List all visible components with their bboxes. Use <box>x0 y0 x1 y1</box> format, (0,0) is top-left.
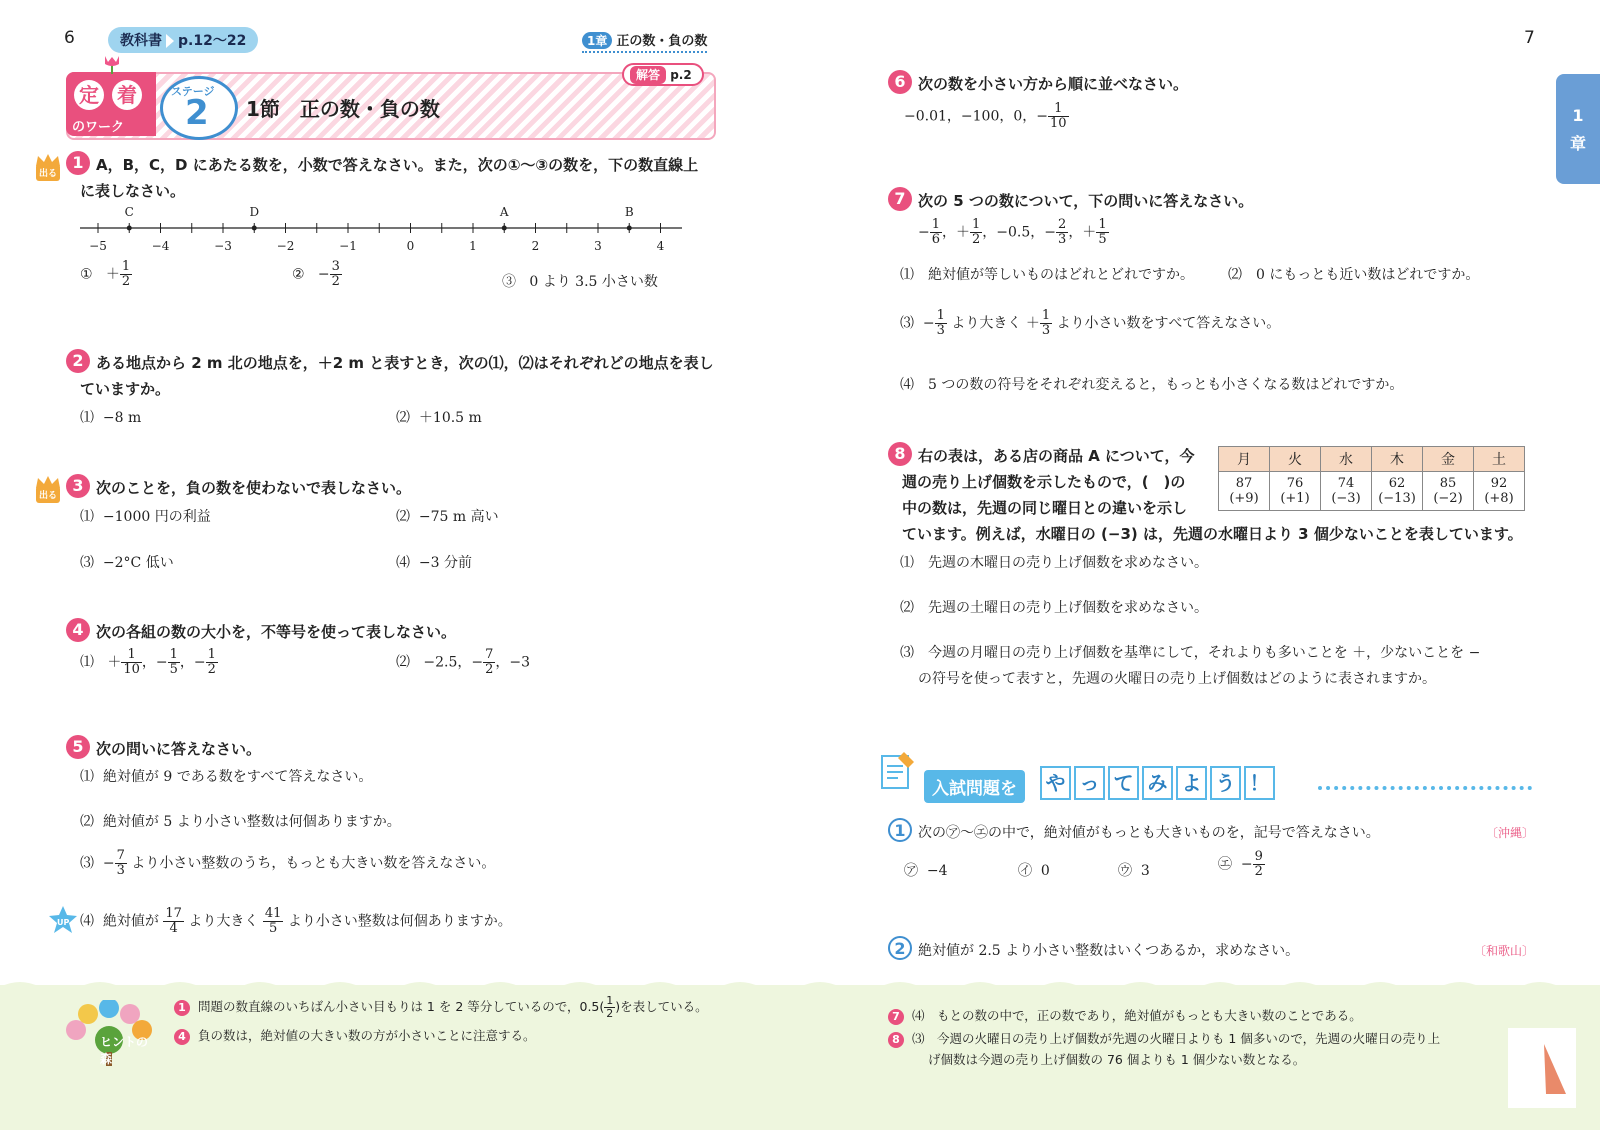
q6-list <box>904 102 1069 131</box>
try-p1-opt-1 <box>904 860 948 880</box>
arrow-icon <box>166 34 174 48</box>
q3-num: 3 <box>66 474 90 498</box>
q2-item-2-mark: ⑵ <box>396 410 410 426</box>
count: 85 <box>1439 476 1457 491</box>
hint-logo <box>64 1000 154 1070</box>
frac-num: 1 <box>1098 217 1107 232</box>
frac-num: 3 <box>331 259 340 274</box>
q1-item-2-mark: ② <box>292 266 305 283</box>
frac-den: 3 <box>1041 323 1051 338</box>
hint-num: 8 <box>888 1032 904 1048</box>
hint-logo-text: ヒントの森 <box>100 1035 149 1066</box>
try-box: や <box>1040 766 1071 800</box>
q2-item-1 <box>80 407 141 427</box>
try-p1-num: 1 <box>888 818 912 842</box>
frac-den: 2 <box>972 232 981 247</box>
section-title: 1節 正の数・負の数 <box>246 97 440 121</box>
point-label: C <box>124 205 134 219</box>
logo-sub: のワーク <box>72 120 125 135</box>
q3-item-3 <box>80 552 174 572</box>
q1-item-2 <box>292 260 342 289</box>
number-line-point <box>127 226 132 231</box>
q1-number <box>66 151 90 175</box>
hint-left-1: 1 問題の数直線のいちばん小さい目もりは 1 を 2 等分しているので，0.5( $\frac{1}{2}$ )を表している。 <box>174 995 708 1020</box>
chapter-num-badge: 1章 <box>582 32 612 49</box>
sign: ，− <box>141 654 168 671</box>
count: 92 <box>1490 476 1508 491</box>
q3-item-2-mark: ⑵ <box>396 509 410 525</box>
frac <box>604 995 615 1020</box>
frac-den: 2 <box>1254 864 1263 879</box>
frac-den: 2 <box>331 274 340 289</box>
point-label: D <box>249 205 260 219</box>
table-header-cell: 火 <box>1270 447 1321 472</box>
q6-number <box>888 70 912 94</box>
q4-item-2-pre: −2.5，− <box>423 654 484 671</box>
q4-item-2 <box>396 648 530 677</box>
sign: ＋ <box>107 654 122 671</box>
hint-num: 4 <box>174 1029 190 1045</box>
q1-item-2-sign: − <box>317 266 330 283</box>
frac <box>168 648 180 677</box>
corner-tab[interactable] <box>1508 1028 1576 1108</box>
logo-char-1: 定 <box>74 80 104 110</box>
table-row <box>1219 472 1525 511</box>
frac-den: 2 <box>606 1007 614 1020</box>
number-line-point <box>252 226 257 231</box>
tick-label: 4 <box>656 239 665 253</box>
q7-item-4: ⑷ 5 つの数の符号をそれぞれ変えると，もっとも小さくなる数はどれですか。 <box>900 377 1404 393</box>
try-title: 入試問題を <box>924 770 1025 803</box>
q8-number <box>888 442 912 466</box>
frac <box>483 648 495 677</box>
chapter-title: 正の数・負の数 <box>616 34 708 49</box>
count: 76 <box>1286 476 1304 491</box>
deru-badge: 出る <box>36 486 60 503</box>
number-line-point <box>627 226 632 231</box>
answer-ref[interactable] <box>622 63 704 86</box>
point-label: A <box>499 205 509 219</box>
sign: ，− <box>179 654 206 671</box>
q5-item-4-c: より小さい整数は何個ありますか。 <box>287 913 512 930</box>
q5-item-4-mark: ⑷ <box>80 913 94 930</box>
frac-den: 3 <box>1058 232 1067 247</box>
opt-text: 0 <box>1040 863 1050 879</box>
frac-den: 4 <box>169 921 178 936</box>
sign: − <box>918 224 930 241</box>
q4-text: 次の各組の数の大小を，不等号を使って表しなさい。 <box>96 623 457 641</box>
q5-num: 5 <box>66 735 90 759</box>
try-box: っ <box>1074 766 1105 800</box>
frac <box>163 907 184 936</box>
sales-table <box>1218 446 1525 511</box>
q1-text-line1: A，B，C，D にあたる数を，小数で答えなさい。また，次の①〜③の数を，下の数直線上 <box>96 156 699 174</box>
q3-item-3-mark: ⑶ <box>80 555 94 571</box>
q2-number <box>66 349 90 373</box>
frac-den: 6 <box>931 232 941 247</box>
q5-item-4-b: より大きく <box>188 913 259 930</box>
q2-item-1-mark: ⑴ <box>80 410 94 426</box>
frac <box>930 218 942 247</box>
frac-num: 1 <box>931 217 941 232</box>
frac <box>115 849 127 878</box>
tick-label: 3 <box>594 239 602 253</box>
frac-num: 1 <box>1048 102 1069 117</box>
frac-num: 7 <box>116 848 125 863</box>
hint-num: 7 <box>888 1009 904 1025</box>
chapter-header-left <box>582 30 707 53</box>
q3-number <box>66 474 90 498</box>
q7-item-2: ⑵ 0 にもっとも近い数はどれですか。 <box>1228 267 1480 283</box>
q5-item-1 <box>80 766 372 786</box>
answer-page: p.2 <box>670 68 692 82</box>
q2-item-2 <box>396 407 482 427</box>
frac-den: 10 <box>1050 116 1067 131</box>
q8-text-line1: 右の表は，ある店の商品 A について，今 <box>918 447 1195 465</box>
q3-item-1 <box>80 506 211 526</box>
sign: ，＋ <box>1068 224 1097 241</box>
textbook-ref <box>108 27 258 53</box>
table-header-cell: 木 <box>1372 447 1423 472</box>
side-tab-label: 章 <box>1569 134 1586 153</box>
q6-num: 6 <box>888 70 912 94</box>
frac <box>970 218 982 247</box>
q7-num: 7 <box>888 187 912 211</box>
teichaku-logo <box>66 72 156 136</box>
hint-text: 負の数は，絶対値の大きい数の方が小さいことに注意する。 <box>197 1028 536 1043</box>
frac-den: 2 <box>121 274 131 289</box>
frac-num: 1 <box>936 308 945 323</box>
q2-item-1-text: −8 m <box>102 410 142 426</box>
q4-num: 4 <box>66 618 90 642</box>
frac <box>1253 850 1265 879</box>
frac-num: 1 <box>121 259 131 274</box>
q5-item-3-text: より小さい整数のうち，もっとも大きい数を答えなさい。 <box>131 855 496 872</box>
q4-item-1-mark: ⑴ <box>80 654 94 671</box>
q2-text-line1: ある地点から 2 m 北の地点を，＋2 m と表すとき，次の⑴，⑵はそれぞれどの地点を表し <box>96 354 714 372</box>
tick-label: 1 <box>469 239 477 253</box>
q7-numbers <box>918 218 1109 247</box>
tick-label: 2 <box>531 239 540 253</box>
frac-num: 1 <box>207 647 216 662</box>
table-cell <box>1372 472 1423 511</box>
try-dotted-line <box>1318 786 1532 790</box>
q7-item-1: ⑴ 絶対値が等しいものはどれとどれですか。 <box>900 267 1194 283</box>
q7-item-3-mid: より大きく ＋ <box>951 315 1040 332</box>
level-up-icon <box>48 905 78 935</box>
q8-item-3-line2: の符号を使って表すと，先週の火曜日の売り上げ個数はどのように表されますか。 <box>918 671 1436 687</box>
sign: ，＋ <box>942 224 971 241</box>
table-cell <box>1270 472 1321 511</box>
q3-item-2 <box>396 506 499 526</box>
frac-den: 2 <box>207 662 216 677</box>
notebook-icon <box>880 750 916 790</box>
tulip-icon <box>100 52 124 76</box>
frac-num: 41 <box>264 906 282 921</box>
q8-num: 8 <box>888 442 912 466</box>
q8-item-2: ⑵ 先週の土曜日の売り上げ個数を求めなさい。 <box>900 600 1208 616</box>
q5-item-2-text: 絶対値が 5 より小さい整数は何個ありますか。 <box>102 814 401 830</box>
frac <box>121 648 142 677</box>
stage-badge <box>160 76 238 140</box>
q2-num: 2 <box>66 349 90 373</box>
try-p1-number <box>888 818 912 842</box>
frac-den: 2 <box>485 662 494 677</box>
frac-den: 5 <box>1098 232 1107 247</box>
try-p2-text: 絶対値が 2.5 より小さい整数はいくつあるか，求めなさい。 <box>918 943 1300 959</box>
frac <box>206 648 218 677</box>
try-p2-number <box>888 936 912 960</box>
table-header-cell: 月 <box>1219 447 1270 472</box>
frac <box>1048 102 1069 131</box>
frac-den: 5 <box>268 921 278 936</box>
frac <box>1096 218 1108 247</box>
q3-item-4 <box>396 552 472 572</box>
frac-num: 2 <box>1058 217 1067 232</box>
hint-wave-border <box>0 975 1600 995</box>
q5-item-3: ⑶ − $\frac{7}{3}$ より小さい整数のうち，もっとも大きい数を答えなさい。 <box>80 848 496 878</box>
q2-text-line2: ていますか。 <box>80 380 171 398</box>
q1-item-1-sign: ＋ <box>105 266 120 283</box>
q8-text-line4: ています。例えば，水曜日の (−3) は，先週の水曜日より 3 個少ないことを表しています。 <box>902 525 1523 543</box>
frac-den: 3 <box>116 863 125 878</box>
q7-item-3: ⑶ − $\frac{1}{3}$ より大きく ＋ $\frac{1}{3}$ より小さい数をすべて答えなさい。 <box>900 308 1281 338</box>
opt-mark: ㋓ <box>1218 856 1232 873</box>
answer-badge: 解答 <box>630 66 666 84</box>
q6-text: 次の数を小さい方から順に並べなさい。 <box>918 75 1189 93</box>
opt-mark: ㋑ <box>1018 863 1032 879</box>
stage-label: ステージ <box>171 85 215 98</box>
hint-left-2 <box>174 1026 535 1045</box>
q1-item-1-mark: ① <box>80 266 93 283</box>
q3-item-1-mark: ⑴ <box>80 509 94 525</box>
count: 74 <box>1337 476 1355 491</box>
q5-number <box>66 735 90 759</box>
try-p2-num: 2 <box>888 936 912 960</box>
side-tab-num: 1 <box>1572 106 1584 125</box>
count: 87 <box>1235 476 1253 491</box>
q1-item-1 <box>80 260 132 289</box>
q5-item-1-text: 絶対値が 9 である数をすべて答えなさい。 <box>102 769 373 785</box>
q7-number <box>888 187 912 211</box>
q1-text-line2: に表しなさい。 <box>80 182 186 200</box>
tick-label: 0 <box>406 239 415 253</box>
q1-item-3-mark: ③ <box>502 274 516 290</box>
q8-item-1: ⑴ 先週の木曜日の売り上げ個数を求めなさい。 <box>900 555 1208 571</box>
frac-num: 9 <box>1254 849 1263 864</box>
table-cell <box>1474 472 1525 511</box>
frac-num: 17 <box>165 906 182 921</box>
try-box: う <box>1210 766 1241 800</box>
try-box: ！ <box>1244 766 1275 800</box>
stage-number: 2 <box>185 93 209 133</box>
table-header-row <box>1219 447 1525 472</box>
point-label: B <box>624 205 634 219</box>
crown-icon <box>34 152 62 178</box>
q3-item-4-mark: ⑷ <box>396 555 410 571</box>
q4-item-2-post: ，−3 <box>495 654 531 671</box>
q8-text-line2: 週の売り上げ個数を示したもので，( )の <box>902 473 1186 491</box>
q5-item-1-mark: ⑴ <box>80 769 94 785</box>
try-p2-region: 〔和歌山〕 <box>1474 944 1535 958</box>
q5-item-4 <box>80 907 512 936</box>
q1-item-1-frac <box>120 260 132 289</box>
q7-text: 次の 5 つの数について，下の問いに答えなさい。 <box>918 192 1254 210</box>
q3-item-1-text: −1000 円の利益 <box>102 509 211 525</box>
frac <box>1056 218 1068 247</box>
table-cell <box>1423 472 1474 511</box>
q7-item-3-tail: より小さい数をすべて答えなさい。 <box>1056 315 1281 332</box>
opt-text: −4 <box>926 863 948 879</box>
frac <box>935 309 947 338</box>
tick-label: −3 <box>214 239 232 253</box>
try-box: よ <box>1176 766 1207 800</box>
frac-den: 10 <box>123 662 140 677</box>
frac <box>263 907 284 936</box>
q3-item-3-text: −2°C 低い <box>102 555 174 571</box>
opt-text: 3 <box>1140 863 1150 879</box>
textbook-label: 教科書 <box>120 33 162 49</box>
left-page-number: 6 <box>64 28 75 48</box>
q2-item-2-text: ＋10.5 m <box>418 410 482 426</box>
q4-item-1 <box>80 648 218 677</box>
try-box: て <box>1108 766 1139 800</box>
frac-num: 1 <box>606 994 614 1007</box>
tick-label: −4 <box>151 239 170 253</box>
try-p1-opt-4: ㋓ − $\frac{9}{2}$ <box>1218 849 1263 879</box>
deru-badge: 出る <box>36 164 60 181</box>
frac-num: 1 <box>1041 308 1051 323</box>
frac-num: 1 <box>972 217 981 232</box>
diff: (−3) <box>1331 491 1361 506</box>
diff: (−2) <box>1433 491 1463 506</box>
hint-text: ⑷ もとの数の中で，正の数であり，絶対値がもっとも大きい数のことである。 <box>911 1008 1362 1023</box>
diff: (+8) <box>1484 491 1514 506</box>
frac-num: 1 <box>121 648 142 663</box>
tick-label: −5 <box>89 239 107 253</box>
hint-text: ⑶ 今週の火曜日の売り上げ個数が先週の火曜日よりも 1 個多いので，先週の火曜日の売り上 <box>911 1031 1441 1046</box>
q5-text: 次の問いに答えなさい。 <box>96 740 262 758</box>
q1-item-3 <box>502 271 658 291</box>
hint-right-2 <box>888 1029 1440 1048</box>
q1-item-2-frac <box>330 260 342 289</box>
try-p1-opt-3 <box>1118 860 1150 880</box>
frac-num: 1 <box>169 647 178 662</box>
hint-right-1 <box>888 1006 1362 1025</box>
try-box: み <box>1142 766 1173 800</box>
svg-text:UP: UP <box>57 918 70 927</box>
q3-item-4-text: −3 分前 <box>418 555 472 571</box>
frac-num: 7 <box>485 647 494 662</box>
hint-num: 1 <box>174 1000 190 1016</box>
try-p1-opt-2 <box>1018 860 1050 880</box>
number-line[interactable] <box>76 200 686 260</box>
q3-item-2-text: −75 m 高い <box>418 509 499 525</box>
q4-item-2-mark: ⑵ <box>396 654 410 671</box>
opt-mark: ㋐ <box>904 863 918 879</box>
tick-label: −2 <box>276 239 295 253</box>
try-boxes <box>1040 766 1278 800</box>
hint-tail: を表している。 <box>620 999 708 1014</box>
right-page-number: 7 <box>1524 28 1535 48</box>
number-line-point <box>502 226 507 231</box>
frac-den: 3 <box>936 323 945 338</box>
table-header-cell: 金 <box>1423 447 1474 472</box>
q8-item-3-line1: ⑶ 今週の月曜日の売り上げ個数を基準にして，それよりも多いことを ＋，少ないことを − <box>900 645 1481 661</box>
table-header-cell: 水 <box>1321 447 1372 472</box>
try-p1-text: 次の㋐〜㋓の中で，絶対値がもっとも大きいものを，記号で答えなさい。 <box>918 825 1380 841</box>
q5-item-3-mark: ⑶ <box>80 855 94 872</box>
q1-item-3-text: 0 より 3.5 小さい数 <box>529 274 658 290</box>
q5-item-4-a: 絶対値が <box>102 913 159 930</box>
crown-icon <box>34 474 62 500</box>
hint-text: 問題の数直線のいちばん小さい目もりは 1 を 2 等分しているので，0.5 <box>197 999 600 1014</box>
logo-char-2: 着 <box>112 80 142 110</box>
diff: (−13) <box>1378 491 1416 506</box>
opt-mark: ㋒ <box>1118 863 1132 879</box>
q3-text: 次のことを，負の数を使わないで表しなさい。 <box>96 479 412 497</box>
tick-label: −1 <box>339 239 357 253</box>
q6-list-text: −0.01，−100，0，− <box>904 108 1048 125</box>
chapter-side-tab[interactable] <box>1556 74 1600 184</box>
q4-number <box>66 618 90 642</box>
q5-item-2 <box>80 811 401 831</box>
table-header-cell: 土 <box>1474 447 1525 472</box>
count: 62 <box>1388 476 1406 491</box>
q7-item-3-mark: ⑶ <box>900 315 914 332</box>
frac-den: 5 <box>169 662 178 677</box>
sign: ，−0.5，− <box>982 224 1057 241</box>
frac <box>1040 309 1052 338</box>
try-p1-region: 〔沖縄〕 <box>1486 826 1535 840</box>
hint-right-2b: げ個数は今週の売り上げ個数の 76 個よりも 1 個少ない数となる。 <box>928 1052 1306 1067</box>
q5-item-2-mark: ⑵ <box>80 814 94 830</box>
q8-text-line3: 中の数は，先週の同じ曜日との違いを示し <box>902 499 1188 517</box>
table-cell <box>1219 472 1270 511</box>
diff: (+9) <box>1229 491 1259 506</box>
textbook-pages: p.12〜22 <box>178 33 247 49</box>
table-cell <box>1321 472 1372 511</box>
q1-num: 1 <box>66 151 90 175</box>
diff: (+1) <box>1280 491 1310 506</box>
